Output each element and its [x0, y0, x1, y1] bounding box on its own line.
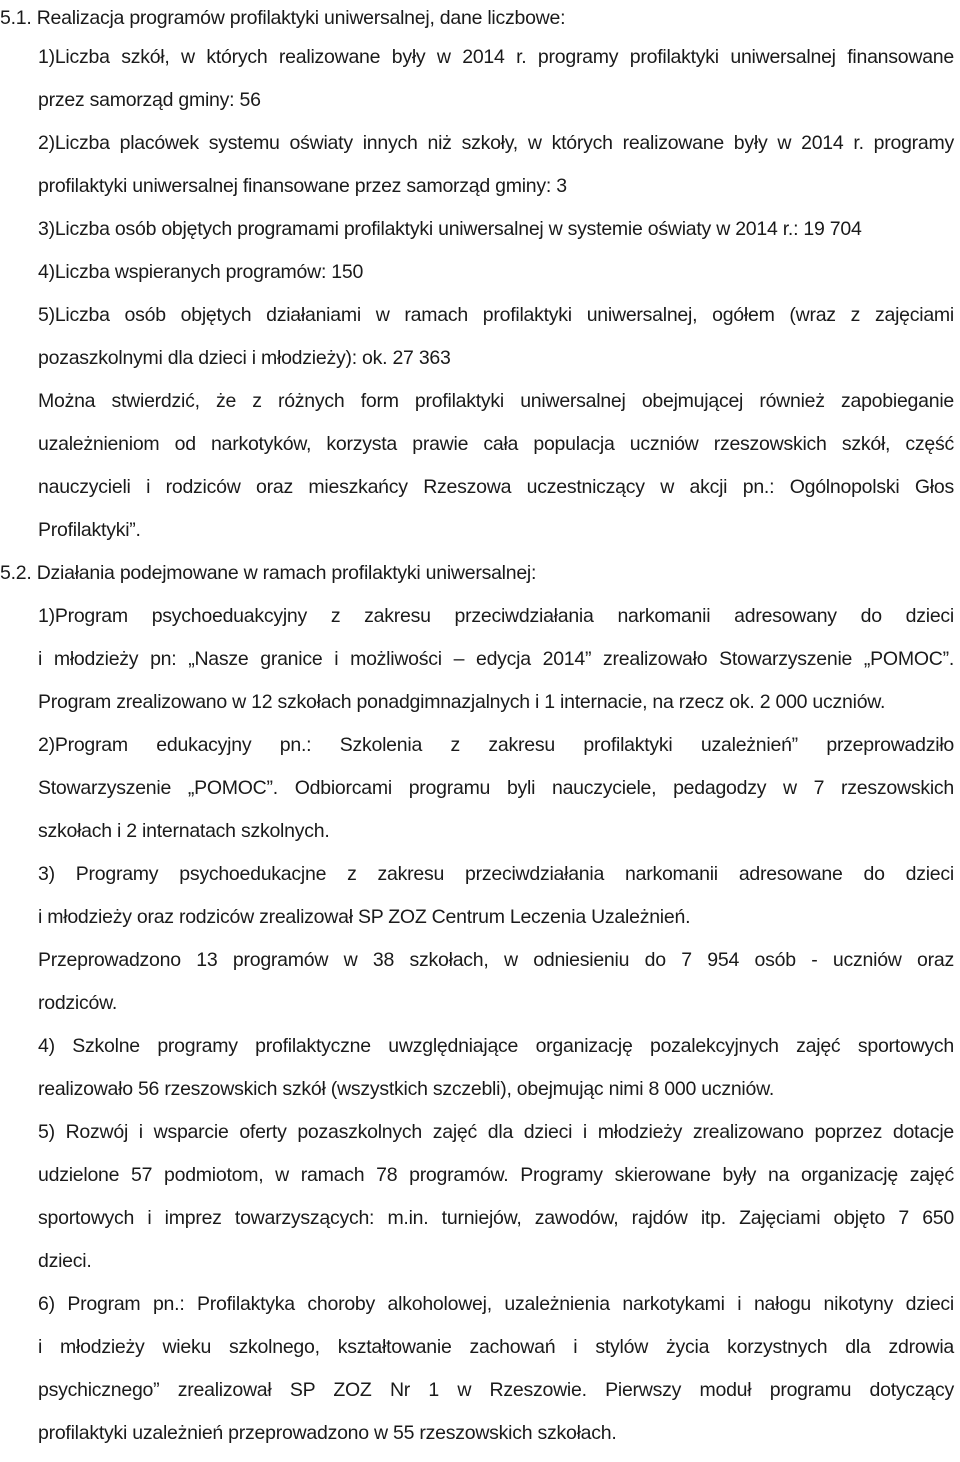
s52-line-7: 3) Programy psychoedukacjne z zakresu przeciwdziałania narkomanii adresowane do dzieci — [38, 863, 954, 885]
s52-line-9: Przeprowadzono 13 programów w 38 szkołach, w odniesieniu do 7 954 osób - uczniów oraz — [38, 949, 954, 971]
s52-line-14: udzielone 57 podmiotom, w ramach 78 programów. Programy skierowane były na organizację zajęć — [38, 1164, 954, 1186]
s52-line-18: i młodzieży wieku szkolnego, kształtowanie zachowań i stylów życia korzystnych dla zdrowia — [38, 1336, 954, 1358]
s51-line-4: profilaktyki uniwersalnej finansowane przez samorząd gminy: 3 — [38, 175, 567, 197]
s51-line-11: nauczycieli i rodziców oraz mieszkańcy Rzeszowa uczestniczący w akcji pn.: Ogólnopolski Głos — [38, 476, 954, 498]
s52-line-6: szkołach i 2 internatach szkolnych. — [38, 820, 330, 842]
s51-line-12: Profilaktyki”. — [38, 519, 141, 541]
s52-line-12: realizowało 56 rzeszowskich szkół (wszystkich szczebli), obejmując nimi 8 000 uczniów. — [38, 1078, 775, 1100]
s52-line-3: Program zrealizowano w 12 szkołach ponadgimnazjalnych i 1 internacie, na rzecz ok. 2 000 uczniów. — [38, 691, 886, 713]
s52-line-8: i młodzieży oraz rodziców zrealizował SP ZOZ Centrum Leczenia Uzależnień. — [38, 906, 691, 928]
s51-line-1: 1)Liczba szkół, w których realizowane były w 2014 r. programy profilaktyki uniwersalnej finansowane — [38, 46, 954, 68]
s51-line-2: przez samorząd gminy: 56 — [38, 89, 261, 111]
s52-line-17: 6) Program pn.: Profilaktyka choroby alkoholowej, uzależnienia narkotykami i nałogu nikotyny dzieci — [38, 1293, 954, 1315]
s52-line-15: sportowych i imprez towarzyszących: m.in. turniejów, zawodów, rajdów itp. Zajęciami objęto 7 650 — [38, 1207, 954, 1229]
s51-line-10: uzależnieniom od narkotyków, korzysta prawie cała populacja uczniów rzeszowskich szkół, część — [38, 433, 954, 455]
s52-line-2: i młodzieży pn: „Nasze granice i możliwości – edycja 2014” zrealizowało Stowarzyszenie „POMOC”. — [38, 648, 954, 670]
s52-line-5: Stowarzyszenie „POMOC”. Odbiorcami programu byli nauczyciele, pedagodzy w 7 rzeszowskich — [38, 777, 954, 799]
s51-line-9: Można stwierdzić, że z różnych form profilaktyki uniwersalnej obejmującej również zapobieganie — [38, 390, 954, 412]
s51-line-8: pozaszkolnymi dla dzieci i młodzieży): ok. 27 363 — [38, 347, 451, 369]
section-5-2-heading: 5.2. Działania podejmowane w ramach profilaktyki uniwersalnej: — [0, 562, 537, 584]
s52-line-11: 4) Szkolne programy profilaktyczne uwzględniające organizację pozalekcyjnych zajęć sportowych — [38, 1035, 954, 1057]
s51-line-6: 4)Liczba wspieranych programów: 150 — [38, 261, 364, 283]
s52-line-1: 1)Program psychoeduakcyjny z zakresu przeciwdziałania narkomanii adresowany do dzieci — [38, 605, 954, 627]
s51-line-5: 3)Liczba osób objętych programami profilaktyki uniwersalnej w systemie oświaty w 2014 r.: 19 704 — [38, 218, 862, 240]
section-5-1-heading: 5.1. Realizacja programów profilaktyki uniwersalnej, dane liczbowe: — [0, 7, 566, 29]
s52-line-10: rodziców. — [38, 992, 118, 1014]
s52-line-13: 5) Rozwój i wsparcie oferty pozaszkolnych zajęć dla dzieci i młodzieży zrealizowano poprzez dotacje — [38, 1121, 954, 1143]
s51-line-3: 2)Liczba placówek systemu oświaty innych niż szkoły, w których realizowane były w 2014 r. programy — [38, 132, 954, 154]
s52-line-20: profilaktyki uzależnień przeprowadzono w 55 rzeszowskich szkołach. — [38, 1422, 617, 1444]
s51-line-7: 5)Liczba osób objętych działaniami w ramach profilaktyki uniwersalnej, ogółem (wraz z zajęciami — [38, 304, 954, 326]
s52-line-19: psychicznego” zrealizował SP ZOZ Nr 1 w Rzeszowie. Pierwszy moduł programu dotyczący — [38, 1379, 954, 1401]
s52-line-4: 2)Program edukacyjny pn.: Szkolenia z zakresu profilaktyki uzależnień” przeprowadziło — [38, 734, 954, 756]
s52-line-16: dzieci. — [38, 1250, 92, 1272]
